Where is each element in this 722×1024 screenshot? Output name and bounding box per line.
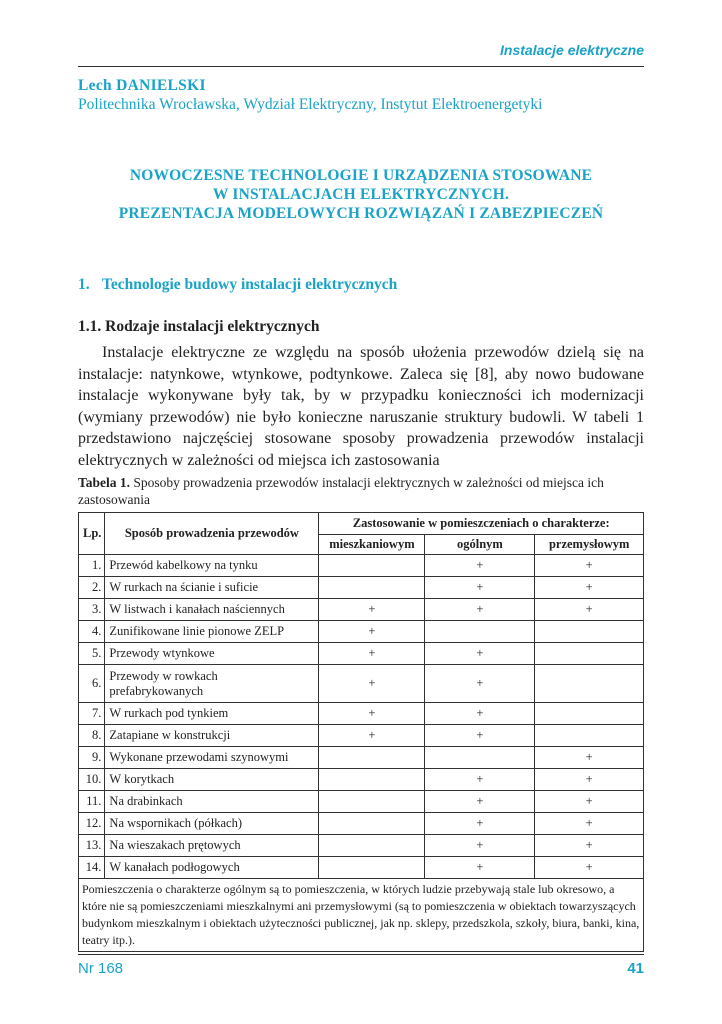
header-rule (78, 66, 644, 67)
row-industrial: + (535, 555, 644, 577)
caption-label: Tabela 1. (78, 475, 131, 490)
header-usage-group: Zastosowanie w pomieszczeniach o charakterze: (319, 513, 644, 535)
row-lp: 14. (79, 857, 105, 879)
row-industrial: + (535, 791, 644, 813)
row-method: Na drabinkach (105, 791, 319, 813)
row-lp: 3. (79, 599, 105, 621)
row-residential (319, 769, 425, 791)
row-industrial: + (535, 835, 644, 857)
table-caption (78, 474, 644, 508)
row-lp: 12. (79, 813, 105, 835)
author-block (78, 76, 542, 114)
table-row (79, 747, 644, 769)
row-general: + (425, 857, 535, 879)
row-method: Przewód kabelkowy na tynku (105, 555, 319, 577)
row-residential: + (319, 665, 425, 703)
row-lp: 1. (79, 555, 105, 577)
row-method: Przewody wtynkowe (105, 643, 319, 665)
row-lp: 7. (79, 703, 105, 725)
row-industrial (535, 703, 644, 725)
body-paragraph: Instalacje elektryczne ze względu na sposób ułożenia przewodów dzielą się na instalacje: natynkowe, wtynkowe, podtynkowe. Zaleca się [8], aby nowo budowane instalacje wykonywane były tak, by w przypadku konieczności ich modernizacji (wymiany przewodów) nie było konieczne naruszanie struktury budowli. W tabeli 1 przedstawiono najczęściej stosowane sposoby prowadzenia przewodów instalacji elektrycznych w zależności od miejsca ich zastosowania (78, 344, 644, 469)
table-row (79, 857, 644, 879)
row-method: W korytkach (105, 769, 319, 791)
row-method: Przewody w rowkach prefabrykowanych (105, 665, 319, 703)
subsection-title: Rodzaje instalacji elektrycznych (105, 318, 320, 335)
row-lp: 10. (79, 769, 105, 791)
row-residential (319, 791, 425, 813)
title-line-1: NOWOCZESNE TECHNOLOGIE I URZĄDZENIA STOSOWANE (129, 167, 593, 184)
table-row (79, 621, 644, 643)
row-residential: + (319, 621, 425, 643)
row-general: + (425, 703, 535, 725)
row-general: + (425, 769, 535, 791)
caption-text: Sposoby prowadzenia przewodów instalacji elektrycznych w zależności od miejsca ich zastosowania (78, 475, 604, 507)
row-industrial (535, 725, 644, 747)
row-industrial: + (535, 857, 644, 879)
row-general: + (425, 813, 535, 835)
table-row (79, 665, 644, 703)
row-residential: + (319, 599, 425, 621)
author-name: Lech DANIELSKI (78, 77, 206, 94)
table-row (79, 725, 644, 747)
row-lp: 11. (79, 791, 105, 813)
table-row (79, 555, 644, 577)
row-general: + (425, 791, 535, 813)
issue-number: Nr 168 (78, 960, 124, 977)
row-lp: 9. (79, 747, 105, 769)
installation-methods-table (78, 512, 644, 952)
table-row (79, 703, 644, 725)
row-general: + (425, 577, 535, 599)
table-row (79, 813, 644, 835)
row-general: + (425, 555, 535, 577)
row-residential (319, 835, 425, 857)
header-general: ogólnym (425, 535, 535, 555)
row-industrial: + (535, 813, 644, 835)
footer-rule (78, 954, 644, 955)
row-general (425, 747, 535, 769)
row-residential: + (319, 643, 425, 665)
subsection-heading (78, 318, 320, 336)
row-general: + (425, 665, 535, 703)
row-industrial: + (535, 769, 644, 791)
row-residential (319, 747, 425, 769)
row-method: W listwach i kanałach naściennych (105, 599, 319, 621)
table-row (79, 599, 644, 621)
row-method: W rurkach na ścianie i suficie (105, 577, 319, 599)
row-method: Zatapiane w konstrukcji (105, 725, 319, 747)
table-row (79, 643, 644, 665)
row-method: Na wspornikach (półkach) (105, 813, 319, 835)
row-method: W rurkach pod tynkiem (105, 703, 319, 725)
section-heading-1 (78, 276, 397, 294)
row-general: + (425, 643, 535, 665)
table-body (79, 555, 644, 879)
running-header: Instalacje elektryczne (500, 42, 644, 58)
row-industrial (535, 621, 644, 643)
table-row (79, 577, 644, 599)
row-method: Na wieszakach prętowych (105, 835, 319, 857)
page-number: 41 (627, 960, 644, 977)
row-lp: 6. (79, 665, 105, 703)
row-industrial (535, 643, 644, 665)
table-note: Pomieszczenia o charakterze ogólnym są to pomieszczenia, w których ludzie przebywają stale lub okresowo, a które nie są pomieszczeniami mieszkalnymi ani przemysłowymi (są to pomieszczenia w obiektach towarzyszących budynkom mieszkalnym i obiektach użyteczności publicznej, jak np. sklepy, przedszkola, szkoły, biura, banki, kina, teatry itp.). (79, 879, 644, 952)
table-row (79, 769, 644, 791)
row-general: + (425, 725, 535, 747)
row-residential (319, 555, 425, 577)
header-method: Sposób prowadzenia przewodów (105, 513, 319, 555)
paper-title (78, 166, 644, 223)
row-lp: 5. (79, 643, 105, 665)
row-method: W kanałach podłogowych (105, 857, 319, 879)
section-number: 1. (78, 276, 90, 293)
table-row (79, 791, 644, 813)
row-industrial: + (535, 747, 644, 769)
row-residential (319, 857, 425, 879)
author-affiliation: Politechnika Wrocławska, Wydział Elektryczny, Instytut Elektroenergetyki (78, 96, 543, 113)
section-title: Technologie budowy instalacji elektrycznych (102, 276, 398, 293)
title-line-3: PREZENTACJA MODELOWYCH ROZWIĄZAŃ I ZABEZPIECZEŃ (118, 205, 604, 222)
row-method: Wykonane przewodami szynowymi (105, 747, 319, 769)
row-residential (319, 813, 425, 835)
row-lp: 13. (79, 835, 105, 857)
row-residential: + (319, 725, 425, 747)
row-residential (319, 577, 425, 599)
row-general: + (425, 835, 535, 857)
row-general: + (425, 599, 535, 621)
title-line-2: W INSTALACJACH ELEKTRYCZNYCH. (212, 186, 510, 203)
header-residential: mieszkaniowym (319, 535, 425, 555)
row-industrial (535, 665, 644, 703)
row-industrial: + (535, 599, 644, 621)
header-lp: Lp. (79, 513, 105, 555)
table-row (79, 835, 644, 857)
header-industrial: przemysłowym (535, 535, 644, 555)
row-general (425, 621, 535, 643)
row-method: Zunifikowane linie pionowe ZELP (105, 621, 319, 643)
row-lp: 8. (79, 725, 105, 747)
subsection-number: 1.1. (78, 318, 102, 335)
row-lp: 2. (79, 577, 105, 599)
row-lp: 4. (79, 621, 105, 643)
row-residential: + (319, 703, 425, 725)
row-industrial: + (535, 577, 644, 599)
